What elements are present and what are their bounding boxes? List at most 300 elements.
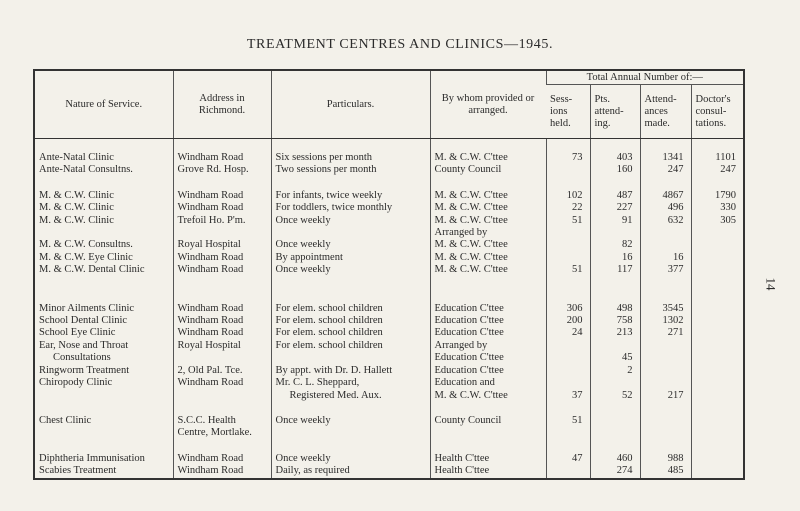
cell-by-whom [430,252,546,264]
cell-text: Centre, Mortlake. [177,427,252,439]
cell-by-whom [430,453,546,465]
cell-by-whom [430,215,546,227]
cell-text: For elem. school children [275,302,383,314]
cell-attendances [640,164,691,176]
cell-text: 73 [572,152,583,163]
cell-attendances [640,453,691,465]
cell-address [173,239,271,251]
cell-text: Once weekly [275,452,331,464]
cell-text: 160 [616,164,633,176]
cell-pts [590,239,640,251]
cell-particulars [271,390,430,402]
cell-pts [590,340,640,352]
cell-consultations [691,277,744,290]
cell-consultations [691,215,744,227]
cell-text: Minor Ailments Clinic [39,302,135,314]
cell-text: Mr. C. L. Sheppard, [275,377,360,389]
table-row [34,390,744,402]
cell-nature [34,152,173,164]
cell-nature [34,252,173,264]
cell-address [173,390,271,402]
cell-text: 45 [622,352,633,364]
table-row [34,415,744,427]
cell-text: 247 [720,164,737,176]
cell-by-whom [430,227,546,239]
cell-attendances [640,377,691,389]
cell-particulars [271,252,430,264]
cell-particulars [271,340,430,352]
cell-sessions [546,415,590,427]
cell-consultations [691,303,744,315]
cell-text: 330 [720,202,737,214]
cell-address [173,327,271,339]
cell-address [173,440,271,453]
cell-by-whom [430,352,546,364]
cell-sessions [546,303,590,315]
cell-text: 1302 [662,315,684,327]
cell-text: 51 [572,264,583,276]
cell-text: By appointment [275,251,343,263]
header-consultations: Doctor's consul- tations. [691,85,744,139]
cell-consultations [691,427,744,439]
cell-text: Windham Road [177,315,244,327]
cell-address [173,340,271,352]
cell-text: 498 [616,302,633,314]
cell-text: 247 [667,164,684,176]
cell-pts [590,190,640,202]
cell-address [173,453,271,465]
cell-text: M. & C.W. Clinic [39,214,114,226]
cell-address [173,227,271,239]
table-row [34,264,744,276]
cell-nature [34,465,173,478]
cell-text: Royal Hospital [177,339,241,351]
table-row [34,315,744,327]
cell-text: Trefoil Ho. P'm. [177,214,246,226]
cell-text: For elem. school children [275,315,383,327]
cell-text: Once weekly [275,414,331,426]
spacer-row [34,277,744,290]
cell-consultations [691,352,744,364]
cell-pts [590,315,640,327]
cell-text: 52 [622,389,633,401]
cell-sessions [546,290,590,303]
cell-pts [590,277,640,290]
cell-text: Consultations [53,352,111,364]
cell-by-whom [430,152,546,164]
cell-sessions [546,239,590,251]
cell-address [173,215,271,227]
table-row [34,465,744,478]
cell-text: M. & C.W. C'ttee [434,214,508,226]
cell-text: Diphtheria Immunisation [39,452,145,464]
cell-text: 213 [616,327,633,339]
page-number: 14 [763,277,779,291]
cell-consultations [691,402,744,415]
cell-attendances [640,227,691,239]
cell-sessions [546,264,590,276]
cell-nature [34,377,173,389]
cell-text: Chest Clinic [39,414,92,426]
cell-address [173,290,271,303]
cell-text: Health C'ttee [434,452,490,464]
page-title: TREATMENT CENTRES AND CLINICS—1945. [246,37,554,52]
cell-nature [34,303,173,315]
table-row [34,164,744,176]
cell-pts [590,327,640,339]
cell-pts [590,390,640,402]
cell-text: County Council [434,414,502,426]
cell-pts [590,227,640,239]
table-row [34,377,744,389]
cell-attendances [640,215,691,227]
cell-text: 403 [616,152,633,163]
cell-by-whom [430,377,546,389]
cell-consultations [691,327,744,339]
cell-text: Registered Med. Aux. [289,389,382,401]
cell-attendances [640,177,691,190]
cell-sessions [546,227,590,239]
cell-nature [34,427,173,439]
cell-text: 274 [616,465,633,477]
cell-text: Ear, Nose and Throat [39,339,129,351]
header-by-whom: By whom provided or arranged. [430,70,546,139]
table-row [34,252,744,264]
header-total-annual: Total Annual Number of:— [546,70,744,85]
table-row [34,453,744,465]
cell-text: 16 [673,251,684,263]
cell-text: 3545 [662,302,684,314]
cell-by-whom [430,465,546,478]
cell-text: 485 [667,465,684,477]
cell-by-whom [430,340,546,352]
table-body [34,139,744,479]
cell-text: 217 [667,389,684,401]
spacer-row [34,290,744,303]
cell-pts [590,352,640,364]
cell-particulars [271,239,430,251]
cell-pts [590,264,640,276]
cell-text: 487 [616,189,633,201]
cell-particulars [271,352,430,364]
cell-nature [34,264,173,276]
cell-by-whom [430,402,546,415]
cell-address [173,202,271,214]
cell-text: Education and [434,377,495,389]
cell-address [173,277,271,290]
cell-address [173,415,271,427]
cell-attendances [640,277,691,290]
cell-by-whom [430,239,546,251]
cell-consultations [691,164,744,176]
cell-text: 117 [617,264,633,276]
cell-nature [34,290,173,303]
cell-text: Education C'ttee [434,364,504,376]
cell-consultations [691,152,744,164]
cell-attendances [640,202,691,214]
cell-sessions [546,277,590,290]
cell-text: 91 [622,214,633,226]
cell-address [173,177,271,190]
cell-text: Windham Road [177,264,244,276]
cell-text: For elem. school children [275,339,383,351]
cell-by-whom [430,177,546,190]
cell-address [173,190,271,202]
cell-sessions [546,453,590,465]
cell-pts [590,377,640,389]
cell-sessions [546,377,590,389]
cell-by-whom [430,290,546,303]
cell-by-whom [430,327,546,339]
cell-attendances [640,427,691,439]
cell-text: Education C'ttee [434,302,504,314]
cell-text: 51 [572,214,583,226]
cell-text: Ante-Natal Clinic [39,152,114,163]
cell-text: 496 [667,202,684,214]
cell-text: Windham Road [177,189,244,201]
cell-nature [34,415,173,427]
cell-text: M. & C.W. Eye Clinic [39,251,133,263]
cell-particulars [271,202,430,214]
cell-address [173,427,271,439]
cell-text: Education C'ttee [434,327,504,339]
cell-text: 1790 [715,189,737,201]
cell-particulars [271,453,430,465]
cell-nature [34,390,173,402]
cell-text: M. & C.W. C'ttee [434,152,508,163]
cell-nature [34,402,173,415]
cell-text: Two sessions per month [275,164,377,176]
cell-pts [590,402,640,415]
cell-consultations [691,365,744,377]
cell-consultations [691,390,744,402]
cell-address [173,352,271,364]
cell-text: 271 [667,327,684,339]
cell-consultations [691,290,744,303]
cell-consultations [691,190,744,202]
cell-sessions [546,190,590,202]
cell-address [173,252,271,264]
cell-text: M. & C.W. C'ttee [434,189,508,201]
table-row [34,303,744,315]
cell-text: M. & C.W. C'ttee [434,251,508,263]
cell-text: 1341 [662,152,684,163]
cell-text: 758 [616,315,633,327]
cell-particulars [271,327,430,339]
table-row [34,190,744,202]
cell-attendances [640,465,691,478]
cell-by-whom [430,315,546,327]
cell-by-whom [430,164,546,176]
cell-nature [34,239,173,251]
cell-text: For toddlers, twice monthly [275,202,393,214]
cell-text: School Dental Clinic [39,315,128,327]
cell-sessions [546,352,590,364]
cell-attendances [640,190,691,202]
cell-text: Education C'ttee [434,315,504,327]
cell-by-whom [430,303,546,315]
cell-sessions [546,315,590,327]
cell-text: Once weekly [275,214,331,226]
cell-nature [34,202,173,214]
cell-sessions [546,177,590,190]
cell-sessions [546,152,590,164]
cell-text: M. & C.W. Clinic [39,189,114,201]
cell-text: 2 [627,364,633,376]
cell-nature [34,340,173,352]
cell-text: Grove Rd. Hosp. [177,164,249,176]
cell-text: 102 [566,189,583,201]
cell-text: 51 [572,414,583,426]
cell-attendances [640,352,691,364]
cell-text: County Council [434,164,502,176]
cell-pts [590,453,640,465]
cell-attendances [640,440,691,453]
cell-nature [34,365,173,377]
cell-address [173,465,271,478]
cell-particulars [271,303,430,315]
cell-text: Chiropody Clinic [39,377,113,389]
cell-by-whom [430,415,546,427]
cell-particulars [271,365,430,377]
cell-by-whom [430,202,546,214]
cell-nature [34,352,173,364]
cell-attendances [640,365,691,377]
cell-attendances [640,402,691,415]
cell-nature [34,164,173,176]
cell-attendances [640,303,691,315]
cell-text: M. & C.W. Consultns. [39,239,133,251]
cell-text: Ante-Natal Consultns. [39,164,133,176]
cell-text: M. & C.W. Clinic [39,202,114,214]
cell-text: M. & C.W. C'ttee [434,239,508,251]
cell-attendances [640,327,691,339]
cell-attendances [640,390,691,402]
cell-consultations [691,453,744,465]
table-row [34,427,744,439]
cell-pts [590,215,640,227]
cell-text: For elem. school children [275,327,383,339]
cell-sessions [546,390,590,402]
cell-consultations [691,264,744,276]
cell-sessions [546,365,590,377]
table-row [34,202,744,214]
table-row [34,352,744,364]
cell-text: 22 [572,202,583,214]
cell-particulars [271,315,430,327]
cell-address [173,303,271,315]
cell-pts [590,164,640,176]
cell-sessions [546,402,590,415]
cell-by-whom [430,390,546,402]
cell-particulars [271,465,430,478]
cell-address [173,402,271,415]
cell-by-whom [430,440,546,453]
cell-text: Health C'ttee [434,465,490,477]
cell-text: 47 [572,452,583,464]
cell-by-whom [430,365,546,377]
cell-particulars [271,215,430,227]
cell-pts [590,427,640,439]
cell-text: 377 [667,264,684,276]
cell-text: Windham Road [177,452,244,464]
header-address: Address in Richmond. [173,70,271,139]
cell-text: Windham Road [177,251,244,263]
cell-particulars [271,290,430,303]
cell-text: 37 [572,389,583,401]
cell-by-whom [430,190,546,202]
cell-nature [34,453,173,465]
cell-text: Windham Road [177,152,244,163]
cell-text: Ringworm Treatment [39,364,130,376]
cell-particulars [271,152,430,164]
cell-text: Education C'ttee [434,352,504,364]
cell-consultations [691,465,744,478]
cell-pts [590,440,640,453]
cell-particulars [271,277,430,290]
cell-text: By appt. with Dr. D. Hallett [275,364,393,376]
cell-attendances [640,415,691,427]
cell-text: Windham Road [177,302,244,314]
table-row [34,340,744,352]
cell-particulars [271,227,430,239]
cell-text: Once weekly [275,239,331,251]
cell-text: For infants, twice weekly [275,189,383,201]
cell-consultations [691,239,744,251]
cell-attendances [640,239,691,251]
cell-particulars [271,377,430,389]
cell-pts [590,415,640,427]
cell-particulars [271,415,430,427]
cell-pts [590,303,640,315]
cell-nature [34,177,173,190]
cell-attendances [640,264,691,276]
cell-consultations [691,440,744,453]
cell-consultations [691,252,744,264]
cell-text: Royal Hospital [177,239,241,251]
header-sessions: Sess- ions held. [546,85,590,139]
cell-text: Arranged by [434,227,488,239]
cell-text: 82 [622,239,633,251]
cell-pts [590,152,640,164]
cell-address [173,377,271,389]
cell-by-whom [430,427,546,439]
cell-sessions [546,164,590,176]
cell-nature [34,227,173,239]
cell-text: S.C.C. Health [177,414,236,426]
cell-text: M. & C.W. C'ttee [434,264,508,276]
cell-text: Arranged by [434,339,488,351]
cell-text: Scabies Treatment [39,465,117,477]
cell-consultations [691,340,744,352]
spacer-row [34,440,744,453]
cell-text: Daily, as required [275,465,350,477]
cell-sessions [546,215,590,227]
cell-sessions [546,252,590,264]
table-row [34,215,744,227]
cell-text: 988 [667,452,684,464]
cell-attendances [640,340,691,352]
cell-sessions [546,327,590,339]
cell-text: 632 [667,214,684,226]
spacer-row [34,402,744,415]
cell-text: 305 [720,214,737,226]
cell-consultations [691,315,744,327]
clinics-table [33,69,745,480]
table-row [34,152,744,164]
cell-particulars [271,402,430,415]
cell-address [173,164,271,176]
